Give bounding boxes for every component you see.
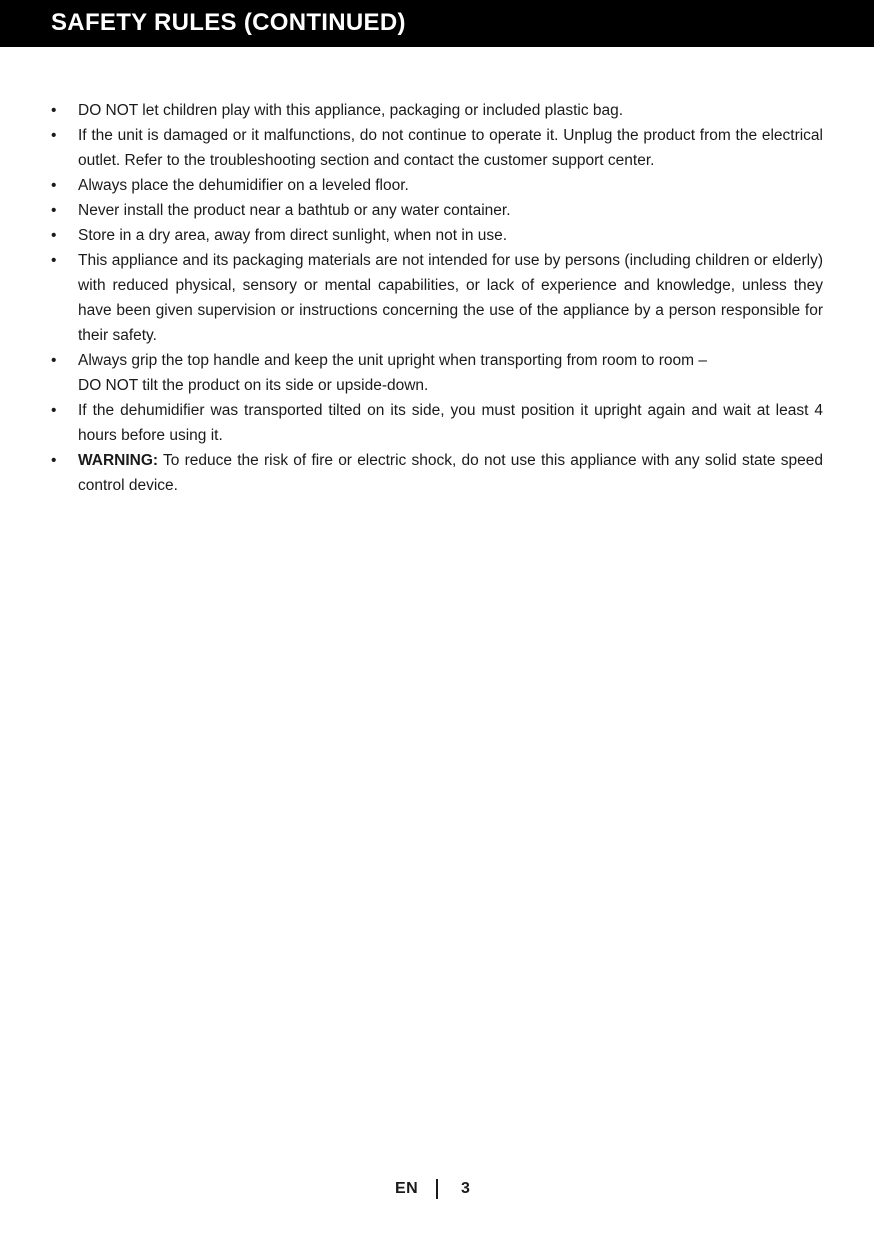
bullet-icon: • <box>51 102 57 119</box>
list-item-warning <box>51 448 823 498</box>
list-item <box>51 123 823 173</box>
list-item <box>51 398 823 448</box>
bullet-icon: • <box>51 402 57 419</box>
rule-text: This appliance and its packaging materials are not intended for use by persons (including children or elderly) with reduced physical, sensory or mental capabilities, or lack of experience and knowledge, unless they have been given supervision or instructions concerning the use of the appliance by a person responsible for their safety. <box>78 252 823 344</box>
list-item <box>51 198 823 223</box>
bullet-icon: • <box>51 252 57 269</box>
footer-divider <box>436 1179 438 1199</box>
list-item <box>51 98 823 123</box>
rule-text: Never install the product near a bathtub or any water container. <box>78 202 511 219</box>
bullet-icon: • <box>51 227 57 244</box>
rule-text: If the unit is damaged or it malfunctions, do not continue to operate it. Unplug the product from the electrical outlet. Refer to the troubleshooting section and contact the customer support center. <box>78 127 823 169</box>
list-item <box>51 223 823 248</box>
rule-text: If the dehumidifier was transported tilted on its side, you must position it upright again and wait at least 4 hours before using it. <box>78 402 823 444</box>
bullet-icon: • <box>51 127 57 144</box>
language-code: EN <box>395 1180 419 1197</box>
page-title: SAFETY RULES (CONTINUED) <box>51 9 406 36</box>
bullet-icon: • <box>51 177 57 194</box>
rule-text: Store in a dry area, away from direct sunlight, when not in use. <box>78 227 508 244</box>
bullet-icon: • <box>51 202 57 219</box>
rule-text-line-2: DO NOT tilt the product on its side or upside-down. <box>78 377 429 394</box>
rule-text: To reduce the risk of fire or electric shock, do not use this appliance with any solid state speed control device. <box>78 452 823 494</box>
list-item <box>51 173 823 198</box>
page-number: 3 <box>461 1180 470 1197</box>
rule-text: Always place the dehumidifier on a leveled floor. <box>78 177 409 194</box>
safety-rules-list <box>51 98 823 498</box>
rule-text: DO NOT let children play with this appliance, packaging or included plastic bag. <box>78 102 624 119</box>
header-bar <box>0 0 874 47</box>
bullet-icon: • <box>51 352 57 369</box>
list-item <box>51 348 823 398</box>
page-footer <box>0 1177 874 1201</box>
warning-label: WARNING: <box>78 452 159 469</box>
bullet-icon: • <box>51 452 57 469</box>
rule-text-line-1: Always grip the top handle and keep the unit upright when transporting from room to room – <box>78 352 707 369</box>
list-item <box>51 248 823 348</box>
